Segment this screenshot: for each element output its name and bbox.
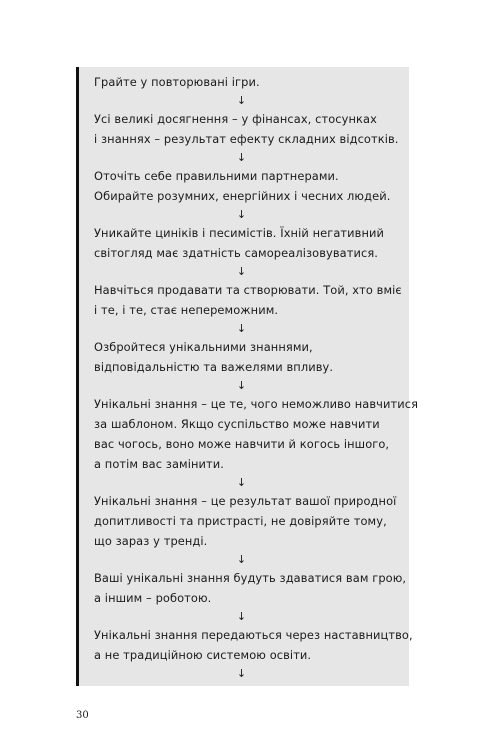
principle-line: Грайте у повторювані ігри. (94, 75, 260, 89)
down-arrow-icon: ↓ (236, 553, 247, 566)
principle-line: а іншим – роботою. (94, 591, 212, 605)
down-arrow-icon: ↓ (236, 265, 247, 278)
principle-item (94, 280, 404, 320)
down-arrow-icon: ↓ (236, 208, 247, 221)
principle-line: Унікальні знання – це результат вашої природної (94, 494, 397, 508)
principle-line: і знаннях – результат ефекту складних відсотків. (94, 132, 399, 146)
principle-line: допитливості та пристрасті, не довіряйте тому, (94, 514, 387, 528)
principle-item (94, 491, 404, 551)
principle-line: Навчіться продавати та створювати. Той, хто вміє (94, 283, 402, 297)
principles-list (94, 72, 419, 682)
principle-item (94, 568, 407, 608)
principle-line: а не традиційною системою освіти. (94, 648, 312, 662)
principle-line: вас чогось, воно може навчити й когось іншого, (94, 437, 390, 451)
principle-line: Оточіть себе правильними партнерами. (94, 169, 339, 183)
down-arrow-icon: ↓ (236, 322, 247, 335)
principle-line: Усі великі досягнення – у фінансах, стосунках (94, 112, 377, 126)
down-arrow-icon: ↓ (236, 379, 247, 392)
principle-line: Унікальні знання передаються через наставництво, (94, 628, 413, 642)
principle-line: що зараз у тренді. (94, 534, 208, 548)
principle-line: Унікальні знання – це те, чого неможливо навчитися (94, 397, 419, 411)
principle-item (94, 394, 419, 474)
principle-line: відповідальністю та важелями впливу. (94, 360, 334, 374)
principle-line: за шаблоном. Якщо суспільство може навчити (94, 417, 380, 431)
panel-left-bar (76, 67, 79, 686)
principle-line: Обирайте розумних, енергійних і чесних людей. (94, 189, 391, 203)
down-arrow-icon: ↓ (236, 151, 247, 164)
page-number: 30 (76, 710, 89, 721)
down-arrow-icon: ↓ (236, 667, 247, 680)
down-arrow-icon: ↓ (236, 94, 247, 107)
principle-line: і те, і те, стає непереможним. (94, 303, 279, 317)
principle-item (94, 223, 404, 263)
principle-line: Ваші унікальні знання будуть здаватися вам грою, (94, 571, 407, 585)
principle-line: Уникайте циніків і песимістів. Їхній негативний (94, 226, 385, 240)
principle-line: Озбройтеся унікальними знаннями, (94, 340, 313, 354)
principle-item (94, 337, 404, 377)
principle-line: а потім вас замінити. (94, 457, 225, 471)
principle-item (94, 72, 404, 92)
principle-item (94, 625, 413, 665)
down-arrow-icon: ↓ (236, 476, 247, 489)
principle-line: світогляд має здатність самореалізовуватися. (94, 246, 379, 260)
down-arrow-icon: ↓ (236, 610, 247, 623)
principle-item (94, 166, 404, 206)
principle-item (94, 109, 404, 149)
